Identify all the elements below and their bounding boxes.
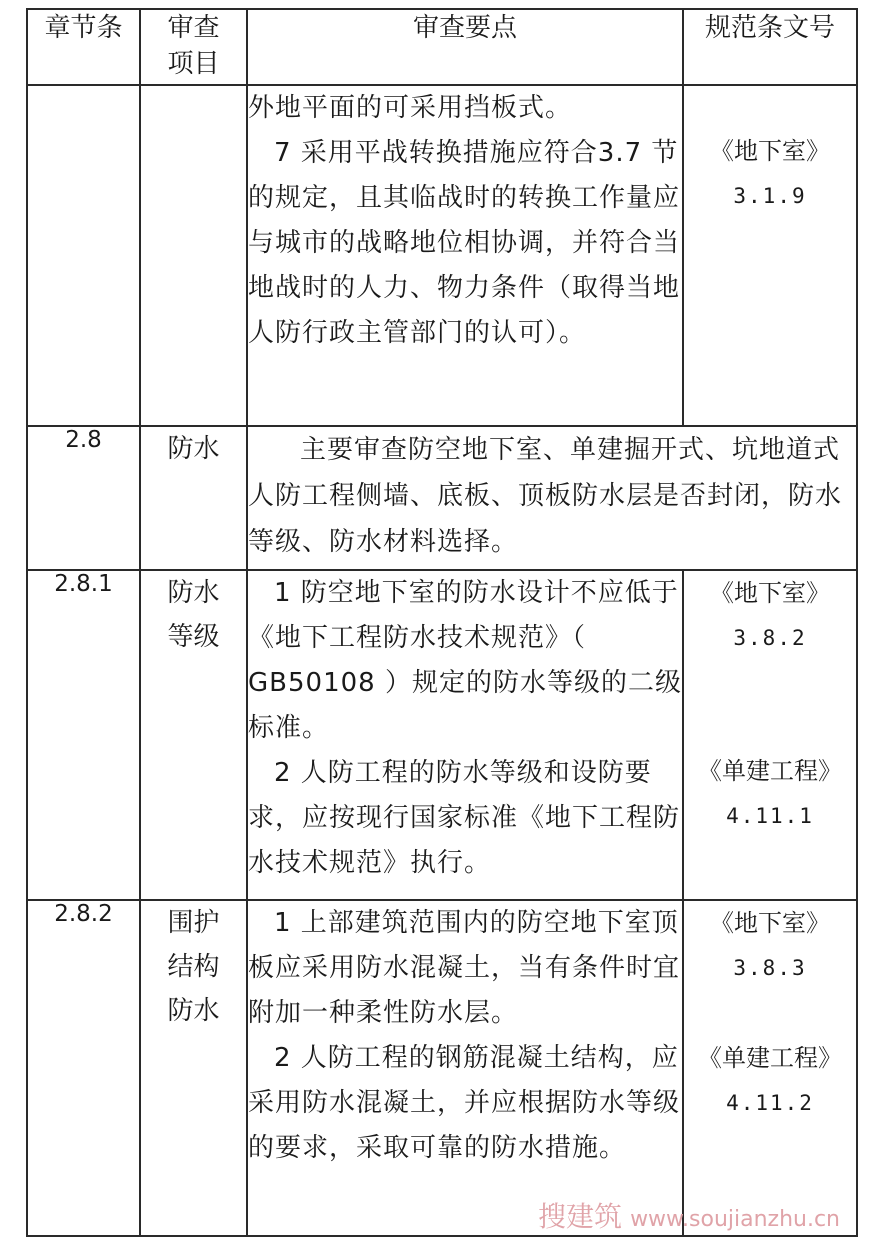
clause-number: 4.11.2 xyxy=(726,1091,814,1115)
cell-item: 防水 xyxy=(140,426,247,570)
cell-points xyxy=(247,900,683,1236)
item-line: 结构 xyxy=(167,952,220,982)
watermark xyxy=(538,1195,840,1235)
cell-id: 2.8.2 xyxy=(27,900,140,1236)
cell-points-span: 主要审查防空地下室、单建掘开式、坑地道式人防工程侧墙、底板、顶板防水层是否封闭，防水等级、防水材料选择。 xyxy=(247,426,857,570)
cell-id xyxy=(27,85,140,426)
clause-number: 3.8.2 xyxy=(733,626,807,650)
review-table xyxy=(26,8,858,1237)
points-paragraph: 1 防空地下室的防水设计不应低于《地下工程防水技术规范》（ GB50108 ）规定的防水等级的二级标准。 xyxy=(248,578,682,743)
cell-clause xyxy=(683,900,857,1236)
item-line: 等级 xyxy=(167,622,220,652)
cell-item xyxy=(140,900,247,1236)
clause-name: 《单建工程》 xyxy=(698,757,842,785)
cell-item xyxy=(140,85,247,426)
points-paragraph: 2 人防工程的防水等级和设防要求，应按现行国家标准《地下工程防水技术规范》执行。 xyxy=(248,758,681,878)
item-line: 防水 xyxy=(167,996,220,1026)
table-row xyxy=(27,570,857,900)
header-section: 章节条 xyxy=(27,9,140,85)
clause-name: 《单建工程》 xyxy=(698,1044,842,1072)
clause-name: 《地下室》 xyxy=(710,579,830,607)
points-paragraph: 7 采用平战转换措施应符合3.7 节的规定，且其临战时的转换工作量应与城市的战略地位相协调，并符合当地战时的人力、物力条件（取得当地人防行政主管部门的认可）。 xyxy=(248,138,681,348)
table-header-row xyxy=(27,9,857,85)
clause-number: 4.11.1 xyxy=(726,804,814,828)
clause-number: 3.1.9 xyxy=(733,184,807,208)
cell-id: 2.8.1 xyxy=(27,570,140,900)
table-row xyxy=(27,900,857,1236)
item-line: 防水 xyxy=(167,578,220,608)
clause-name: 《地下室》 xyxy=(710,909,830,937)
cell-id: 2.8 xyxy=(27,426,140,570)
points-paragraph: 2 人防工程的钢筋混凝土结构，应采用防水混凝土，并应根据防水等级的要求，采取可靠的防水措施。 xyxy=(248,1043,681,1163)
cell-points xyxy=(247,570,683,900)
points-paragraph: 外地平面的可采用挡板式。 xyxy=(248,93,573,123)
cell-clause xyxy=(683,85,857,426)
table-row xyxy=(27,85,857,426)
cell-clause xyxy=(683,570,857,900)
cell-item xyxy=(140,570,247,900)
points-paragraph: 1 上部建筑范围内的防空地下室顶板应采用防水混凝土，当有条件时宜附加一种柔性防水层。 xyxy=(248,908,681,1028)
header-item xyxy=(140,9,247,85)
header-clause: 规范条文号 xyxy=(683,9,857,85)
item-line: 围护 xyxy=(167,908,220,938)
clause-name: 《地下室》 xyxy=(710,137,830,165)
header-item-line1: 审查 xyxy=(167,13,220,43)
watermark-brand: 搜建筑 xyxy=(538,1200,623,1233)
table-row xyxy=(27,426,857,570)
header-points: 审查要点 xyxy=(247,9,683,85)
cell-points xyxy=(247,85,683,426)
header-item-line2: 项目 xyxy=(167,49,220,79)
clause-number: 3.8.3 xyxy=(733,956,807,980)
watermark-url: www.soujianzhu.cn xyxy=(630,1207,840,1232)
